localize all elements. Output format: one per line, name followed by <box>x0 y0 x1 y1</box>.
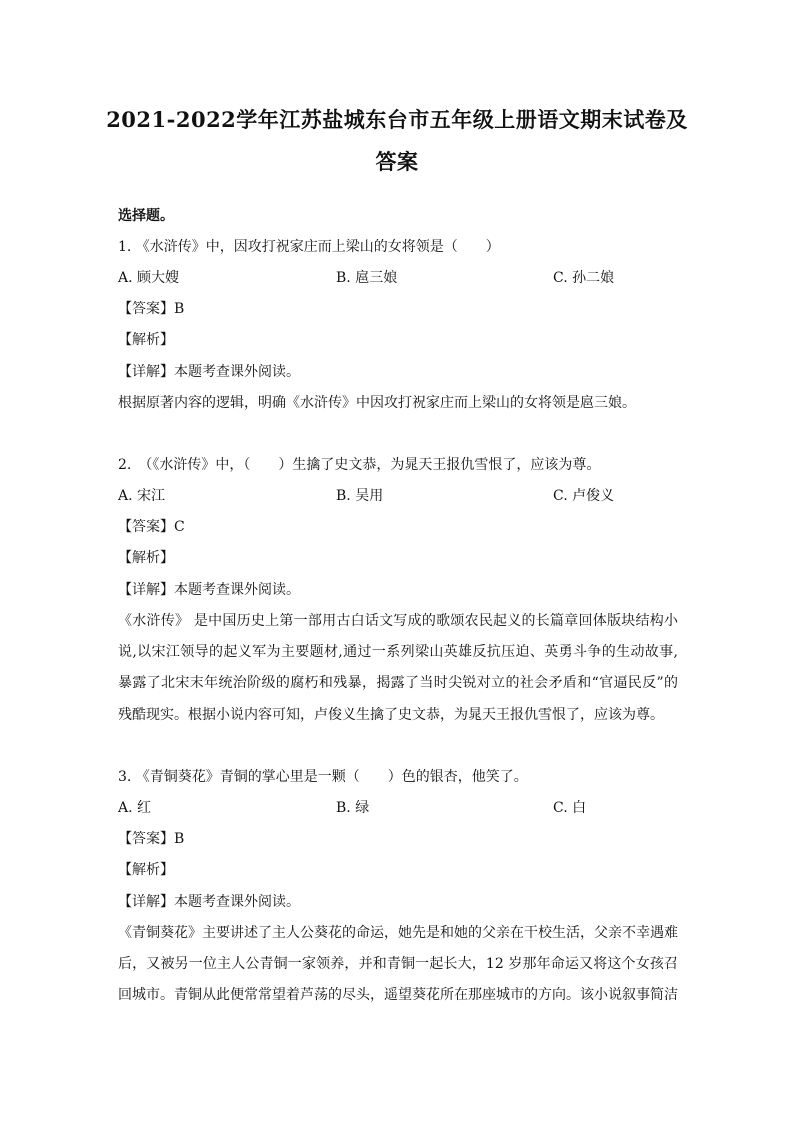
question-1-detail: 【详解】本题考查课外阅读。 <box>118 364 300 380</box>
question-3-analysis-label: 【解析】 <box>118 862 174 878</box>
question-1-option-b: B. 扈三娘 <box>336 270 398 286</box>
question-2-detail: 【详解】本题考查课外阅读。 <box>118 582 300 598</box>
question-1-option-a: A. 顾大嫂 <box>118 270 180 286</box>
explanation-line: 说,以宋江领导的起义军为主要题材,通过一系列梁山英雄反抗压迫、英勇斗争的生动故事, <box>118 644 678 661</box>
explanation-line: 回城市。青铜从此便常常望着芦荡的尽头，遥望葵花所在那座城市的方向。该小说叙事简洁 <box>118 987 678 1004</box>
question-2-option-c: C. 卢俊义 <box>553 488 615 504</box>
question-3-detail: 【详解】本题考查课外阅读。 <box>118 894 300 910</box>
question-1-stem: 1. 《水浒传》中，因攻打祝家庄而上梁山的女将领是（ ） <box>118 239 500 255</box>
question-2-answer: 【答案】C <box>118 519 185 535</box>
section-heading: 选择题。 <box>118 208 174 224</box>
question-1-answer: 【答案】B <box>118 301 185 317</box>
explanation-line: 后，又被另一位主人公青铜一家领养，并和青铜一起长大，12 岁那年命运又将这个女孩召 <box>118 956 678 973</box>
document-title-line-1: 2021-2022学年江苏盐城东台市五年级上册语文期末试卷及 <box>106 107 688 132</box>
question-2-explanation <box>118 606 678 731</box>
explanation-line: 《水浒传》 是中国历史上第一部用古白话文写成的歌颂农民起义的长篇章回体版块结构小 <box>118 613 678 629</box>
question-3-option-a: A. 红 <box>118 800 152 816</box>
explanation-line: 暴露了北宋末年统治阶级的腐朽和残暴，揭露了当时尖锐对立的社会矛盾和“官逼民反”的 <box>118 675 678 692</box>
question-1-option-c: C. 孙二娘 <box>553 270 615 286</box>
question-3-stem: 3. 《青铜葵花》青铜的掌心里是一颗（ ）色的银杏，他笑了。 <box>118 769 528 785</box>
question-3-answer: 【答案】B <box>118 831 185 847</box>
question-1-explanation: 根据原著内容的逻辑，明确《水浒传》中因攻打祝家庄而上梁山的女将领是扈三娘。 <box>118 395 636 411</box>
document-title-line-2: 答案 <box>375 149 419 174</box>
explanation-line: 《青铜葵花》主要讲述了主人公葵花的命运，她先是和她的父亲在干校生活，父亲不幸遇难 <box>118 925 678 941</box>
question-3-explanation <box>118 918 678 1012</box>
explanation-line: 残酷现实。根据小说内容可知，卢俊义生擒了史文恭，为晁天王报仇雪恨了，应该为尊。 <box>118 706 664 723</box>
question-3-option-c: C. 白 <box>553 800 587 816</box>
question-2-option-b: B. 吴用 <box>336 488 384 504</box>
question-3-option-b: B. 绿 <box>336 800 370 816</box>
question-2-stem: 2. （《水浒传》中，（ ）生擒了史文恭，为晁天王报仇雪恨了，应该为尊。 <box>118 457 601 473</box>
question-2-analysis-label: 【解析】 <box>118 550 174 566</box>
question-1-analysis-label: 【解析】 <box>118 332 174 348</box>
question-2-option-a: A. 宋江 <box>118 488 166 504</box>
